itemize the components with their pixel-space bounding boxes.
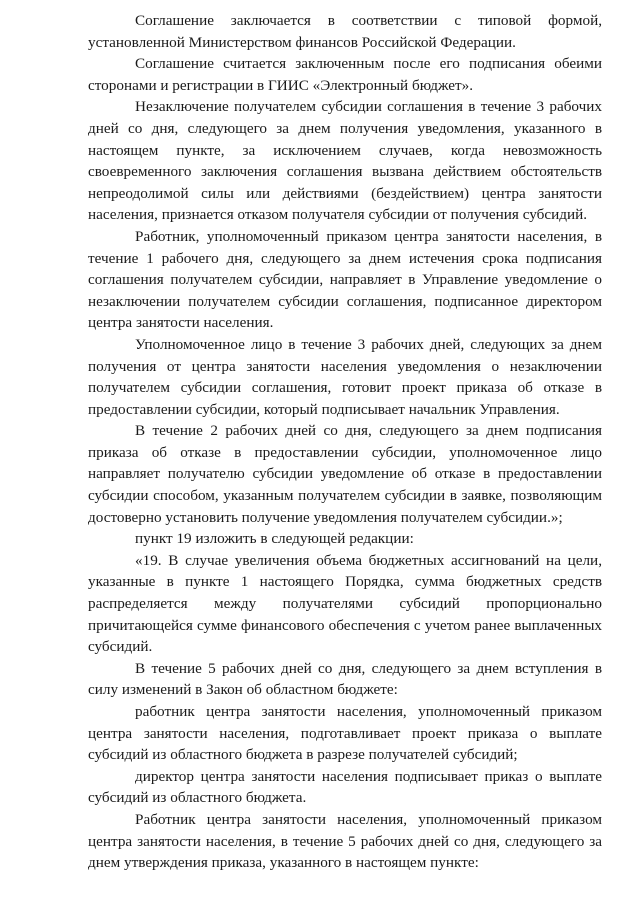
paragraph-employee-prepares-order: работник центра занятости населения, уполномоченный приказом центра занятости населения, подготавливает проект приказа о выплате субсидий из областного бюджета в разрезе получателей субсидий; [88,703,602,764]
paragraph-five-days-intro: В течение 5 рабочих дней со дня, следующего за днем вступления в силу изменений в Закон об областном бюджете: [88,659,602,699]
paragraph-employee-notification: Работник, уполномоченный приказом центра занятости населения, в течение 1 рабочего дня, следующего за днем истечения срока подписания соглашения получателем субсидии, направляет в Управление уведомление о незаключении получателем субсидии соглашения, подписанное директором центра занятости населения. [88,227,602,332]
document-body [88,10,602,874]
paragraph-non-conclusion-refusal: Незаключение получателем субсидии соглашения в течение 3 рабочих дней со дня, следующего за днем получения уведомления, указанного в настоящем пункте, за исключением случаев, когда невозможность своевременного заключения соглашения вызвана действием обстоятельств непреодолимой силы или действиями (бездействием) центра занятости населения, признается отказом получателя субсидии от получения субсидий. [88,98,602,224]
paragraph-item-19-text: «19. В случае увеличения объема бюджетных ассигнований на цели, указанные в пункте 1 настоящего Порядка, сумма бюджетных средств распределяется между получателями субсидий пропорционально причитающейся сумме финансового обеспечения с учетом ранее выплаченных субсидий. [88,551,602,656]
paragraph-agreement-standard-form: Соглашение заключается в соответствии с типовой формой, установленной Министерством финансов Российской Федерации. [88,12,602,51]
paragraph-refusal-notice: В течение 2 рабочих дней со дня, следующего за днем подписания приказа об отказе в предоставлении субсидии, уполномоченное лицо направляет получателю субсидии уведомление об отказе в предоставлении субсидии способом, указанным получателем субсидии в заявке, позволяющим достоверно установить получение уведомления получателем субсидии.»; [88,422,602,526]
paragraph-agreement-concluded: Соглашение считается заключенным после его подписания обеими сторонами и регистрации в ГИИС «Электронный бюджет». [88,55,602,94]
paragraph-employee-five-days: Работник центра занятости населения, уполномоченный приказом центра занятости населения, в течение 5 рабочих дней со дня, следующего за днем утверждения приказа, указанного в настоящем пункте: [88,810,602,872]
paragraph-item-19-intro: пункт 19 изложить в следующей редакции: [135,530,414,548]
paragraph-director-signs: директор центра занятости населения подписывает приказ о выплате субсидий из областного бюджета. [88,767,602,807]
paragraph-refusal-order-draft: Уполномоченное лицо в течение 3 рабочих дней, следующих за днем получения от центра занятости населения уведомления о незаключении получателем субсидии соглашения, готовит проект приказа об отказе в предоставлении субсидии, который подписывает начальник Управления. [88,335,602,418]
